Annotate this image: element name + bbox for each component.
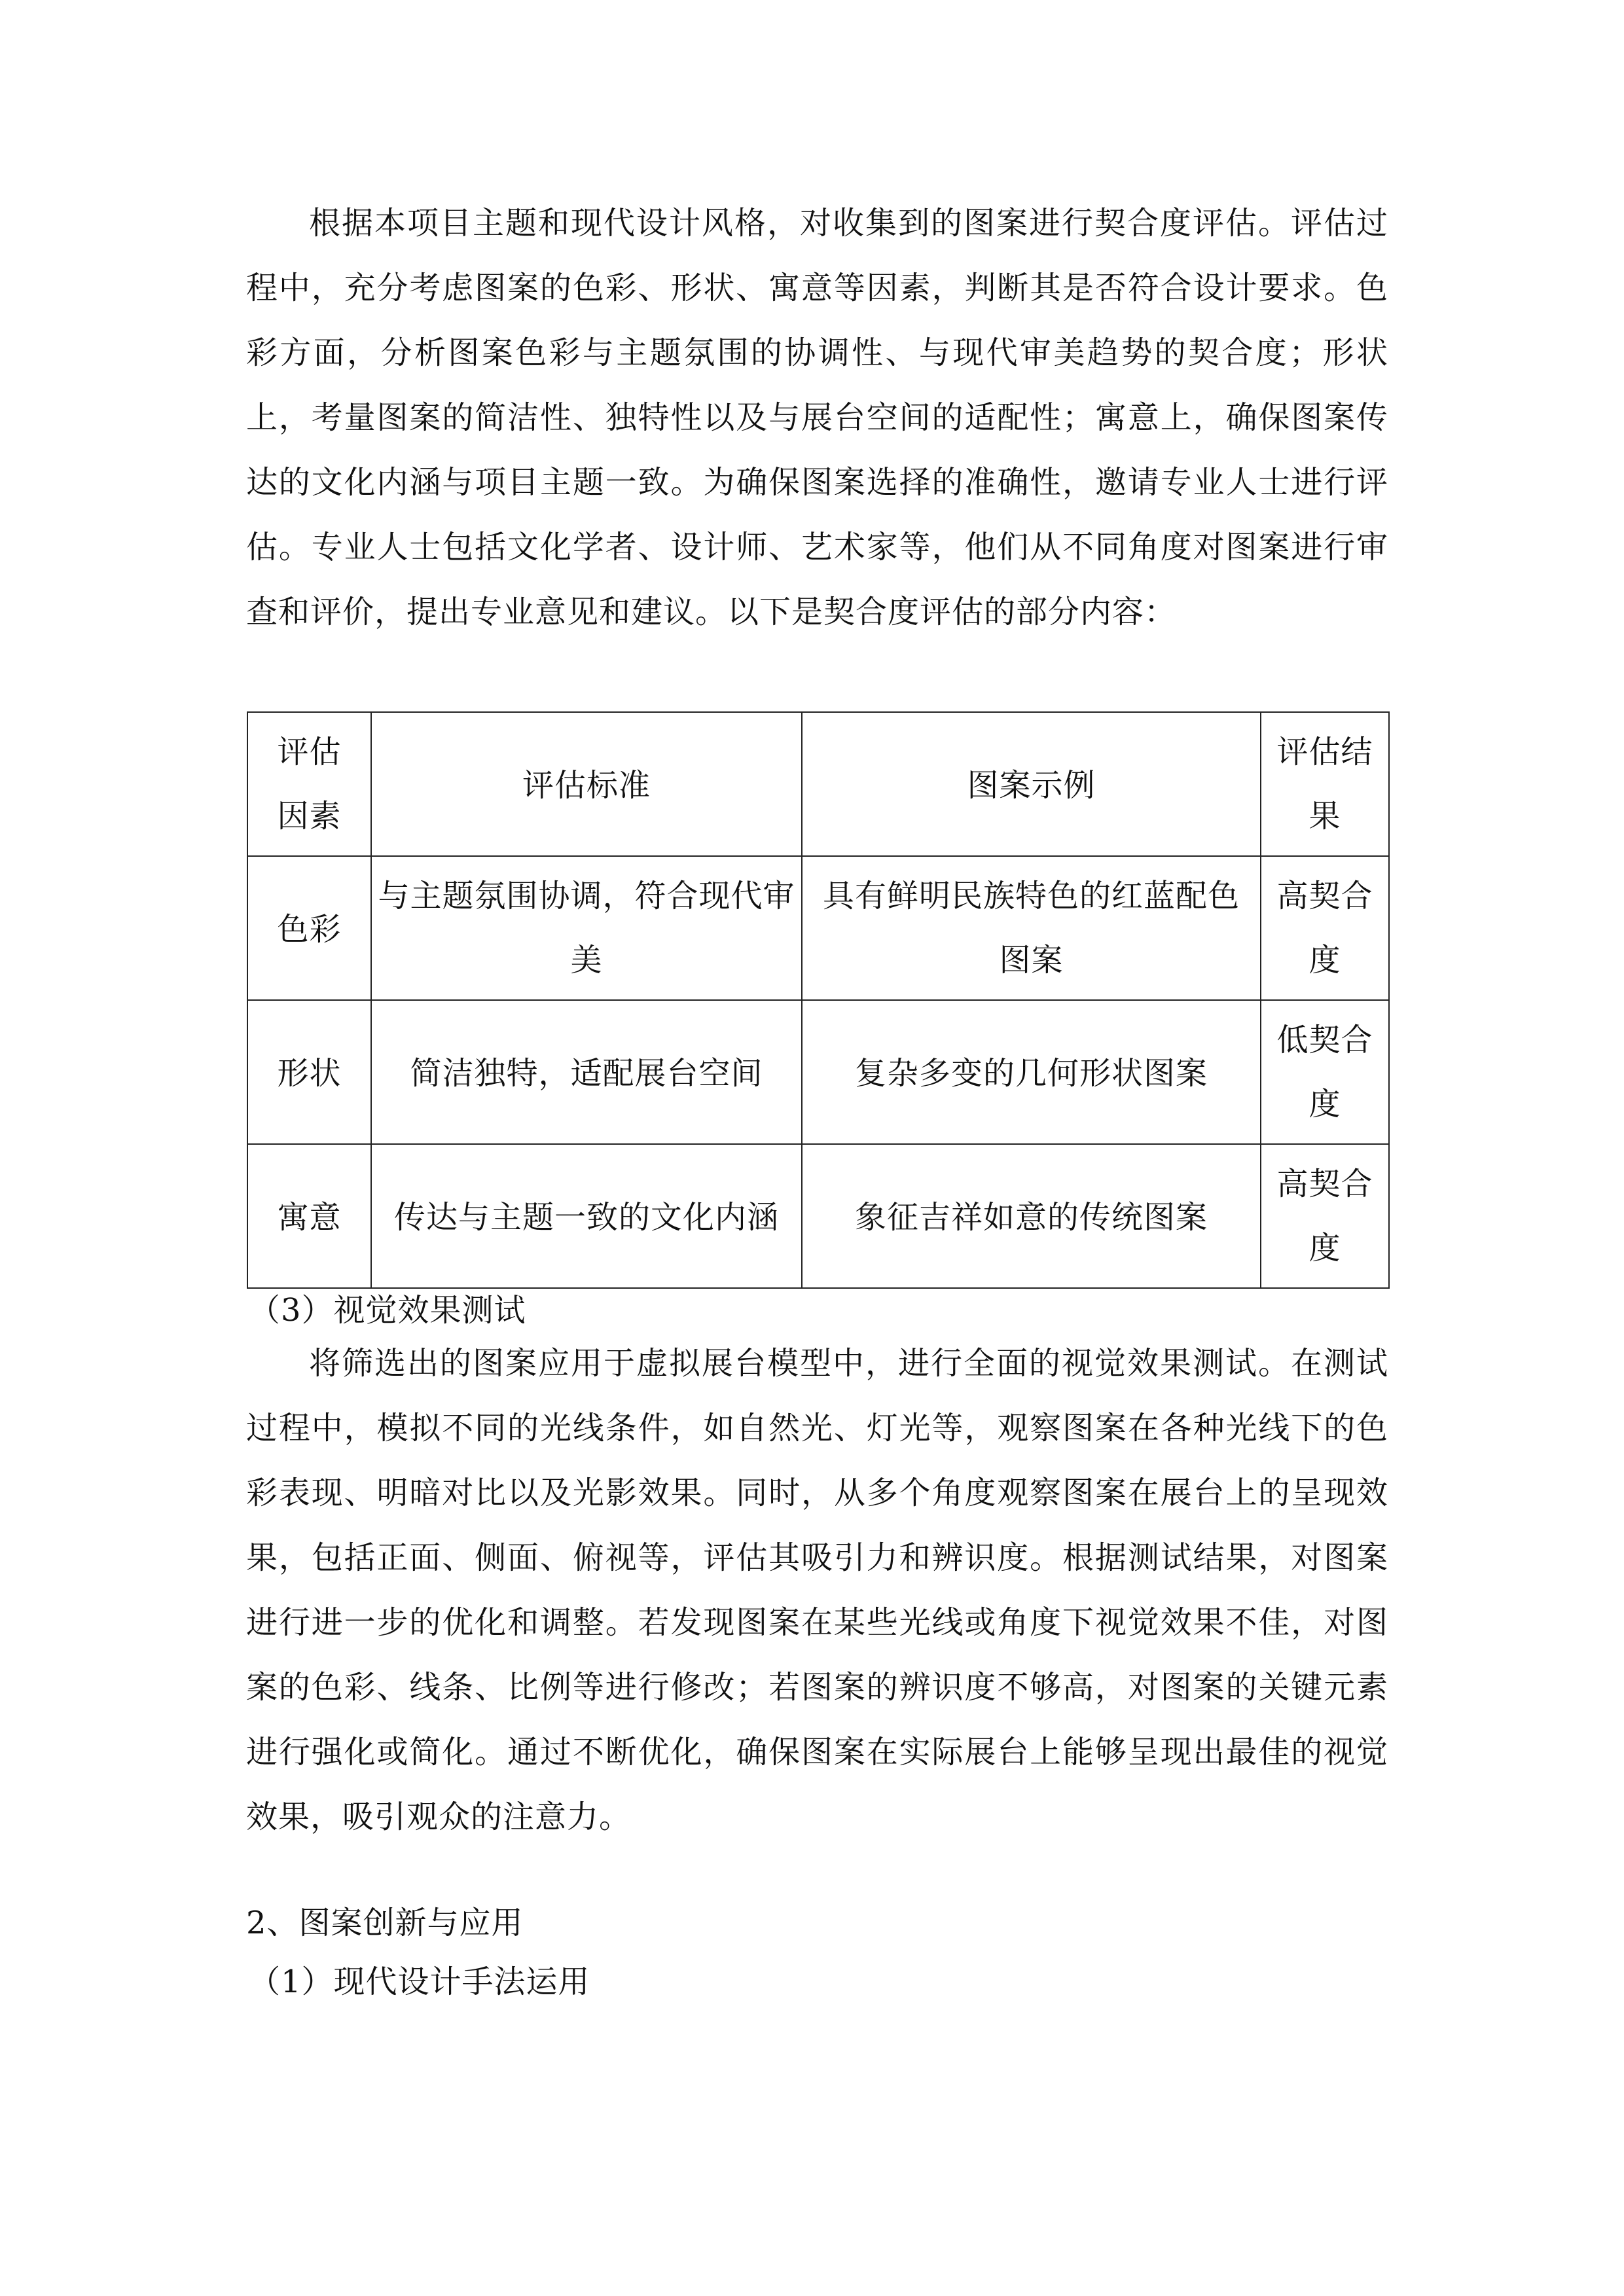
table-header-cell	[371, 712, 802, 856]
cell-example: 象征吉祥如意的传统图案	[854, 1198, 1208, 1236]
table-cell	[247, 1144, 371, 1288]
table-cell	[1261, 856, 1389, 1000]
table-header-cell	[247, 712, 371, 856]
cell-result: 低契合度	[1276, 1022, 1373, 1122]
cell-example: 复杂多变的几何形状图案	[854, 1054, 1208, 1092]
table-cell	[247, 1000, 371, 1144]
header-result: 评估结果	[1276, 734, 1373, 834]
table-header-cell	[1261, 712, 1389, 856]
header-criteria: 评估标准	[522, 766, 651, 804]
header-factor: 评估因素	[277, 734, 342, 834]
table-header-row	[247, 712, 1389, 856]
table-cell	[802, 1000, 1261, 1144]
table-header-cell	[802, 712, 1261, 856]
evaluation-table	[247, 711, 1390, 1289]
table-cell	[1261, 1000, 1389, 1144]
cell-factor: 形状	[277, 1054, 342, 1092]
table-row	[247, 856, 1389, 1000]
intro-paragraph: 根据本项目主题和现代设计风格，对收集到的图案进行契合度评估。评估过程中，充分考虑图案的色彩、形状、寓意等因素，判断其是否符合设计要求。色彩方面，分析图案色彩与主题氛围的协调性、与现代审美趋势的契合度；形状上，考量图案的简洁性、独特性以及与展台空间的适配性；寓意上，确保图案传达的文化内涵与项目主题一致。为确保图案选择的准确性，邀请专业人士进行评估。专业人士包括文化学者、设计师、艺术家等，他们从不同角度对图案进行审查和评价，提出专业意见和建议。以下是契合度评估的部分内容：	[246, 205, 1388, 630]
header-example: 图案示例	[967, 766, 1096, 804]
cell-factor: 色彩	[277, 910, 342, 948]
table-cell	[371, 856, 802, 1000]
table-row	[247, 1000, 1389, 1144]
visual-test-paragraph: 将筛选出的图案应用于虚拟展台模型中，进行全面的视觉效果测试。在测试过程中，模拟不同的光线条件，如自然光、灯光等，观察图案在各种光线下的色彩表现、明暗对比以及光影效果。同时，从多个角度观察图案在展台上的呈现效果，包括正面、侧面、俯视等，评估其吸引力和辨识度。根据测试结果，对图案进行进一步的优化和调整。若发现图案在某些光线或角度下视觉效果不佳，对图案的色彩、线条、比例等进行修改；若图案的辨识度不够高，对图案的关键元素进行强化或简化。通过不断优化，确保图案在实际展台上能够呈现出最佳的视觉效果，吸引观众的注意力。	[246, 1345, 1388, 1835]
cell-criteria: 传达与主题一致的文化内涵	[393, 1198, 779, 1236]
cell-criteria: 简洁独特，适配展台空间	[410, 1054, 763, 1092]
subsection-heading-modern-design: （1）现代设计手法运用	[249, 1964, 590, 2000]
cell-example: 具有鲜明民族特色的红蓝配色图案	[822, 878, 1240, 978]
table-cell	[371, 1144, 802, 1288]
cell-result: 高契合度	[1276, 1166, 1373, 1266]
section-heading-visual-test: （3）视觉效果测试	[249, 1292, 526, 1329]
table-row	[247, 1144, 1389, 1288]
cell-criteria: 与主题氛围协调，符合现代审美	[378, 878, 795, 978]
table-cell	[1261, 1144, 1389, 1288]
table-cell	[371, 1000, 802, 1144]
section-heading-innovation: 2、图案创新与应用	[246, 1905, 524, 1941]
table-cell	[802, 856, 1261, 1000]
cell-result: 高契合度	[1276, 878, 1373, 978]
table-cell	[247, 856, 371, 1000]
cell-factor: 寓意	[277, 1198, 342, 1236]
table-cell	[802, 1144, 1261, 1288]
